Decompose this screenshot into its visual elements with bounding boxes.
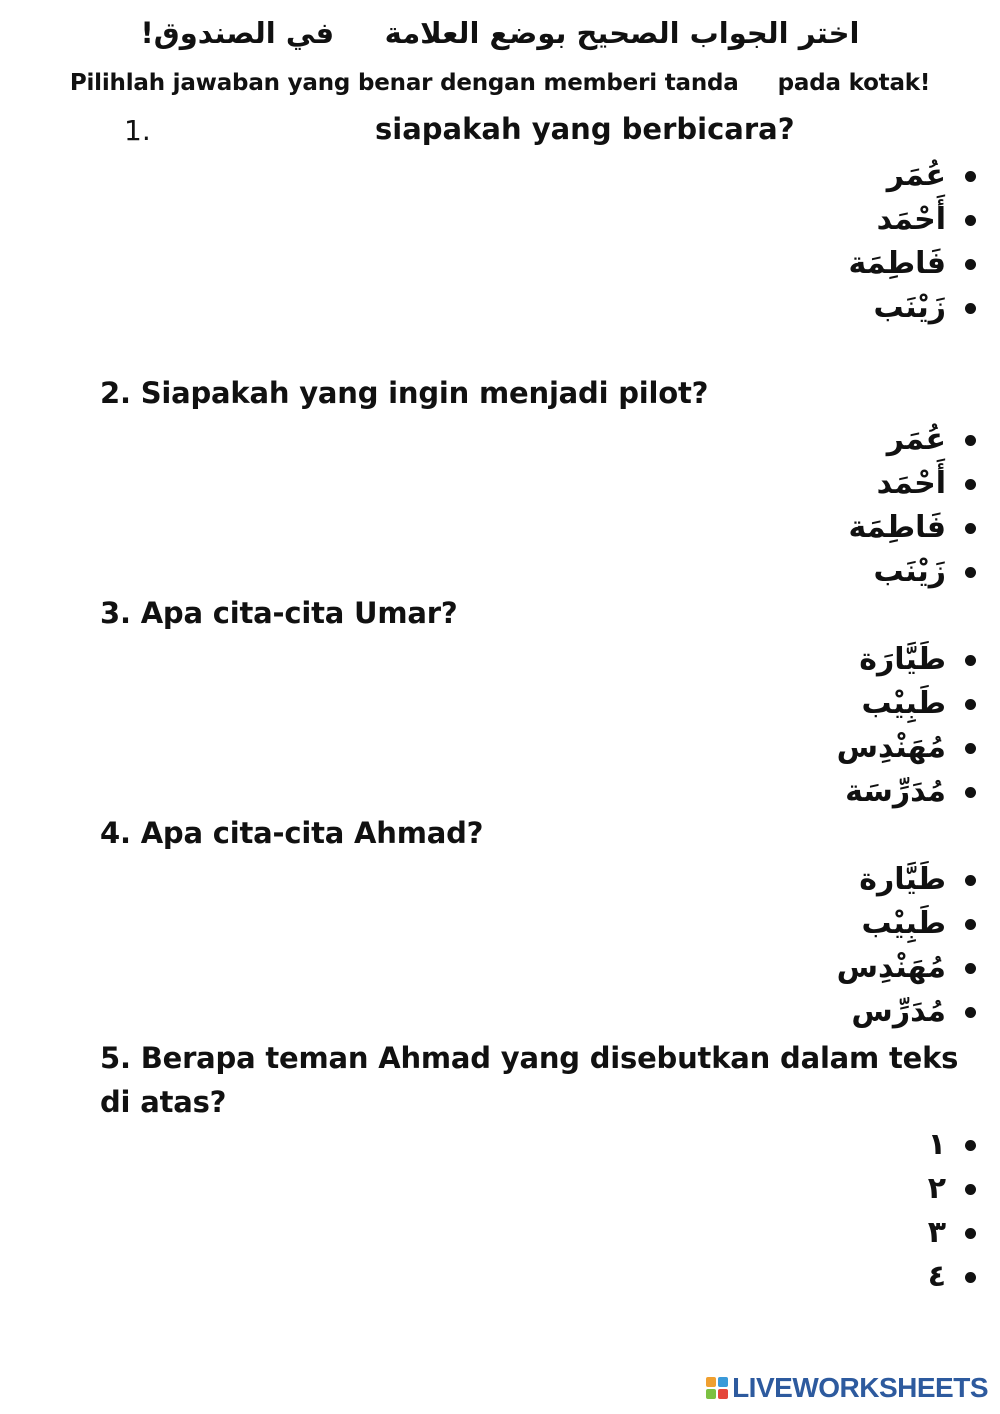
question-3-options (837, 638, 976, 814)
option-label: ٤ (927, 1259, 946, 1294)
option-item[interactable] (849, 286, 976, 330)
option-item[interactable] (928, 1123, 976, 1167)
question-2-text: 2. Siapakah yang ingin menjadi pilot? (100, 376, 709, 410)
option-label: طَبِيْب (861, 686, 946, 721)
bullet-icon (965, 699, 976, 710)
option-item[interactable] (837, 858, 976, 902)
bullet-icon (965, 875, 976, 886)
liveworksheets-logo (706, 1368, 988, 1408)
option-label: عُمَر (886, 158, 946, 193)
bullet-icon (965, 1184, 976, 1195)
question-1-number: 1. (124, 114, 151, 147)
option-item[interactable] (849, 242, 976, 286)
bullet-icon (965, 1007, 976, 1018)
option-label: مُهَنْدِس (836, 950, 946, 985)
option-item[interactable] (849, 198, 976, 242)
bullet-icon (965, 523, 976, 534)
bullet-icon (965, 655, 976, 666)
bullet-icon (965, 963, 976, 974)
option-label: فَاطِمَة (848, 510, 946, 545)
question-1-options (849, 154, 976, 330)
option-label: ٢ (927, 1171, 946, 1206)
bullet-icon (965, 1228, 976, 1239)
option-item[interactable] (849, 418, 976, 462)
logo-square (718, 1377, 728, 1387)
option-label: عُمَر (886, 422, 946, 457)
question-4-text: 4. Apa cita-cita Ahmad? (100, 816, 484, 850)
question-2-options (849, 418, 976, 594)
bullet-icon (965, 259, 976, 270)
option-label: طَيَّارَة (859, 642, 946, 677)
option-item[interactable] (928, 1255, 976, 1299)
page-title-arabic: اختر الجواب الصحيح بوضع العلامة في الصندوق! (140, 16, 860, 50)
bullet-icon (965, 567, 976, 578)
question-1-text: siapakah yang berbicara? (375, 112, 795, 146)
option-label: مُهَنْدِس (836, 730, 946, 765)
option-label: أَحْمَد (876, 202, 946, 237)
question-4-options (837, 858, 976, 1034)
bullet-icon (965, 171, 976, 182)
option-item[interactable] (837, 770, 976, 814)
option-label: طَيَّارة (859, 862, 946, 897)
option-item[interactable] (837, 990, 976, 1034)
bullet-icon (965, 479, 976, 490)
page-subtitle: Pilihlah jawaban yang benar dengan memberi tanda pada kotak! (69, 70, 931, 96)
option-item[interactable] (837, 946, 976, 990)
option-label: فَاطِمَة (848, 246, 946, 281)
option-item[interactable] (928, 1211, 976, 1255)
option-label: مُدَرِّس (851, 994, 946, 1029)
option-item[interactable] (849, 506, 976, 550)
bullet-icon (965, 1272, 976, 1283)
option-item[interactable] (837, 682, 976, 726)
option-item[interactable] (837, 638, 976, 682)
option-label: زَيْنَب (873, 290, 946, 325)
option-item[interactable] (837, 726, 976, 770)
bullet-icon (965, 435, 976, 446)
logo-square (706, 1389, 716, 1399)
bullet-icon (965, 215, 976, 226)
question-3-text: 3. Apa cita-cita Umar? (100, 596, 458, 630)
bullet-icon (965, 1140, 976, 1151)
question-5-text: 5. Berapa teman Ahmad yang disebutkan dalam teks di atas? (100, 1041, 959, 1119)
bullet-icon (965, 743, 976, 754)
option-label: طَبِيْب (861, 906, 946, 941)
option-item[interactable] (849, 550, 976, 594)
option-label: مُدَرِّسَة (845, 774, 946, 809)
logo-square (706, 1377, 716, 1387)
question-5-options (928, 1123, 976, 1299)
option-label: ١ (927, 1127, 946, 1162)
option-label: أَحْمَد (876, 466, 946, 501)
bullet-icon (965, 787, 976, 798)
option-label: ٣ (927, 1215, 946, 1250)
option-item[interactable] (928, 1167, 976, 1211)
logo-grid-icon (706, 1377, 728, 1399)
option-item[interactable] (849, 462, 976, 506)
bullet-icon (965, 303, 976, 314)
option-item[interactable] (849, 154, 976, 198)
option-label: زَيْنَب (873, 554, 946, 589)
logo-square (718, 1389, 728, 1399)
bullet-icon (965, 919, 976, 930)
logo-text: LIVEWORKSHEETS (732, 1372, 988, 1403)
option-item[interactable] (837, 902, 976, 946)
